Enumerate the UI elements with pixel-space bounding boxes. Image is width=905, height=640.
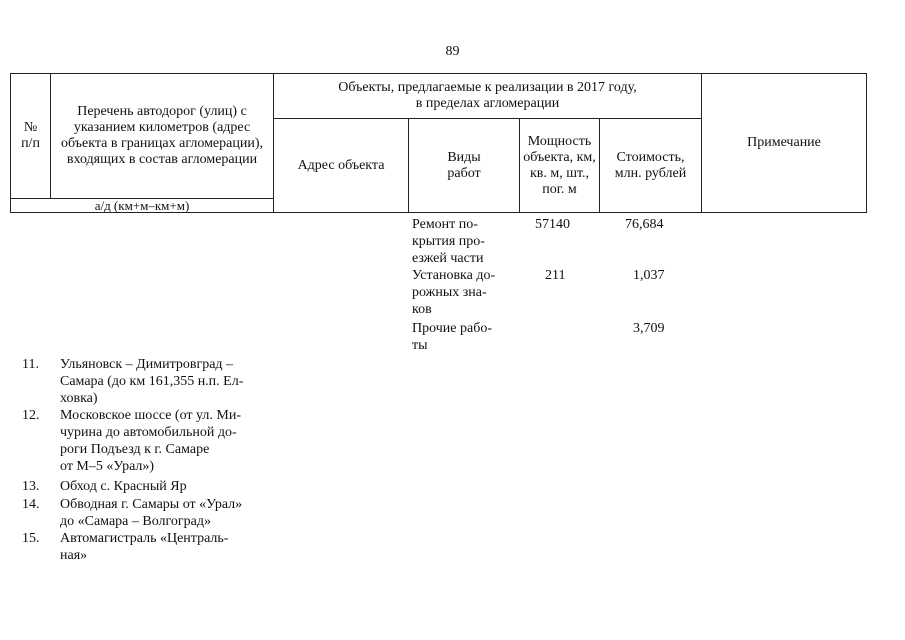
road-num-14: 14. <box>22 497 40 512</box>
road-num-11: 11. <box>22 357 39 372</box>
work-capacity-1: 57140 <box>535 217 570 232</box>
col-cost-header: Стоимость, млн. рублей <box>600 119 702 213</box>
work-name-3: Прочие рабо- ты <box>412 321 492 353</box>
col-objects-header: Объекты, предлагаемые к реализации в 2017 году, в пределах агломерации <box>274 74 702 119</box>
col-note-header: Примечание <box>702 74 867 213</box>
col-num-header: № п/п <box>11 74 51 199</box>
work-capacity-2: 211 <box>545 268 566 283</box>
col-address-header: Адрес объекта <box>274 119 409 213</box>
road-text-12: Московское шоссе (от ул. Ми- чурина до автомобильной до- роги Подъезд к г. Самаре от М–5 «Урал») <box>60 408 241 474</box>
road-num-15: 15. <box>22 531 40 546</box>
road-text-14: Обводная г. Самары от «Урал» до «Самара – Волгоград» <box>60 497 243 529</box>
col-works-header: Виды работ <box>409 119 520 213</box>
work-cost-1: 76,684 <box>625 217 664 232</box>
road-num-12: 12. <box>22 408 40 423</box>
work-name-1: Ремонт по- крытия про- езжей части <box>412 217 485 266</box>
work-name-2: Установка до- рожных зна- ков <box>412 268 496 317</box>
road-text-15: Автомагистраль «Централь- ная» <box>60 531 229 563</box>
work-cost-2: 1,037 <box>633 268 665 283</box>
col-roads-header: Перечень автодорог (улиц) с указанием километров (адрес объекта в границах агломерации), входящих в состав агломерации <box>51 74 274 199</box>
road-subheader: а/д (км+м–км+м) <box>11 199 274 213</box>
header-table <box>10 73 867 213</box>
road-text-11: Ульяновск – Димитровград – Самара (до км 161,355 н.п. Ел- ховка) <box>60 357 244 406</box>
road-text-13: Обход с. Красный Яр <box>60 479 187 494</box>
col-capacity-header: Мощность объекта, км, кв. м, шт., пог. м <box>520 119 600 213</box>
page-number: 89 <box>445 44 460 59</box>
work-cost-3: 3,709 <box>633 321 665 336</box>
road-num-13: 13. <box>22 479 40 494</box>
